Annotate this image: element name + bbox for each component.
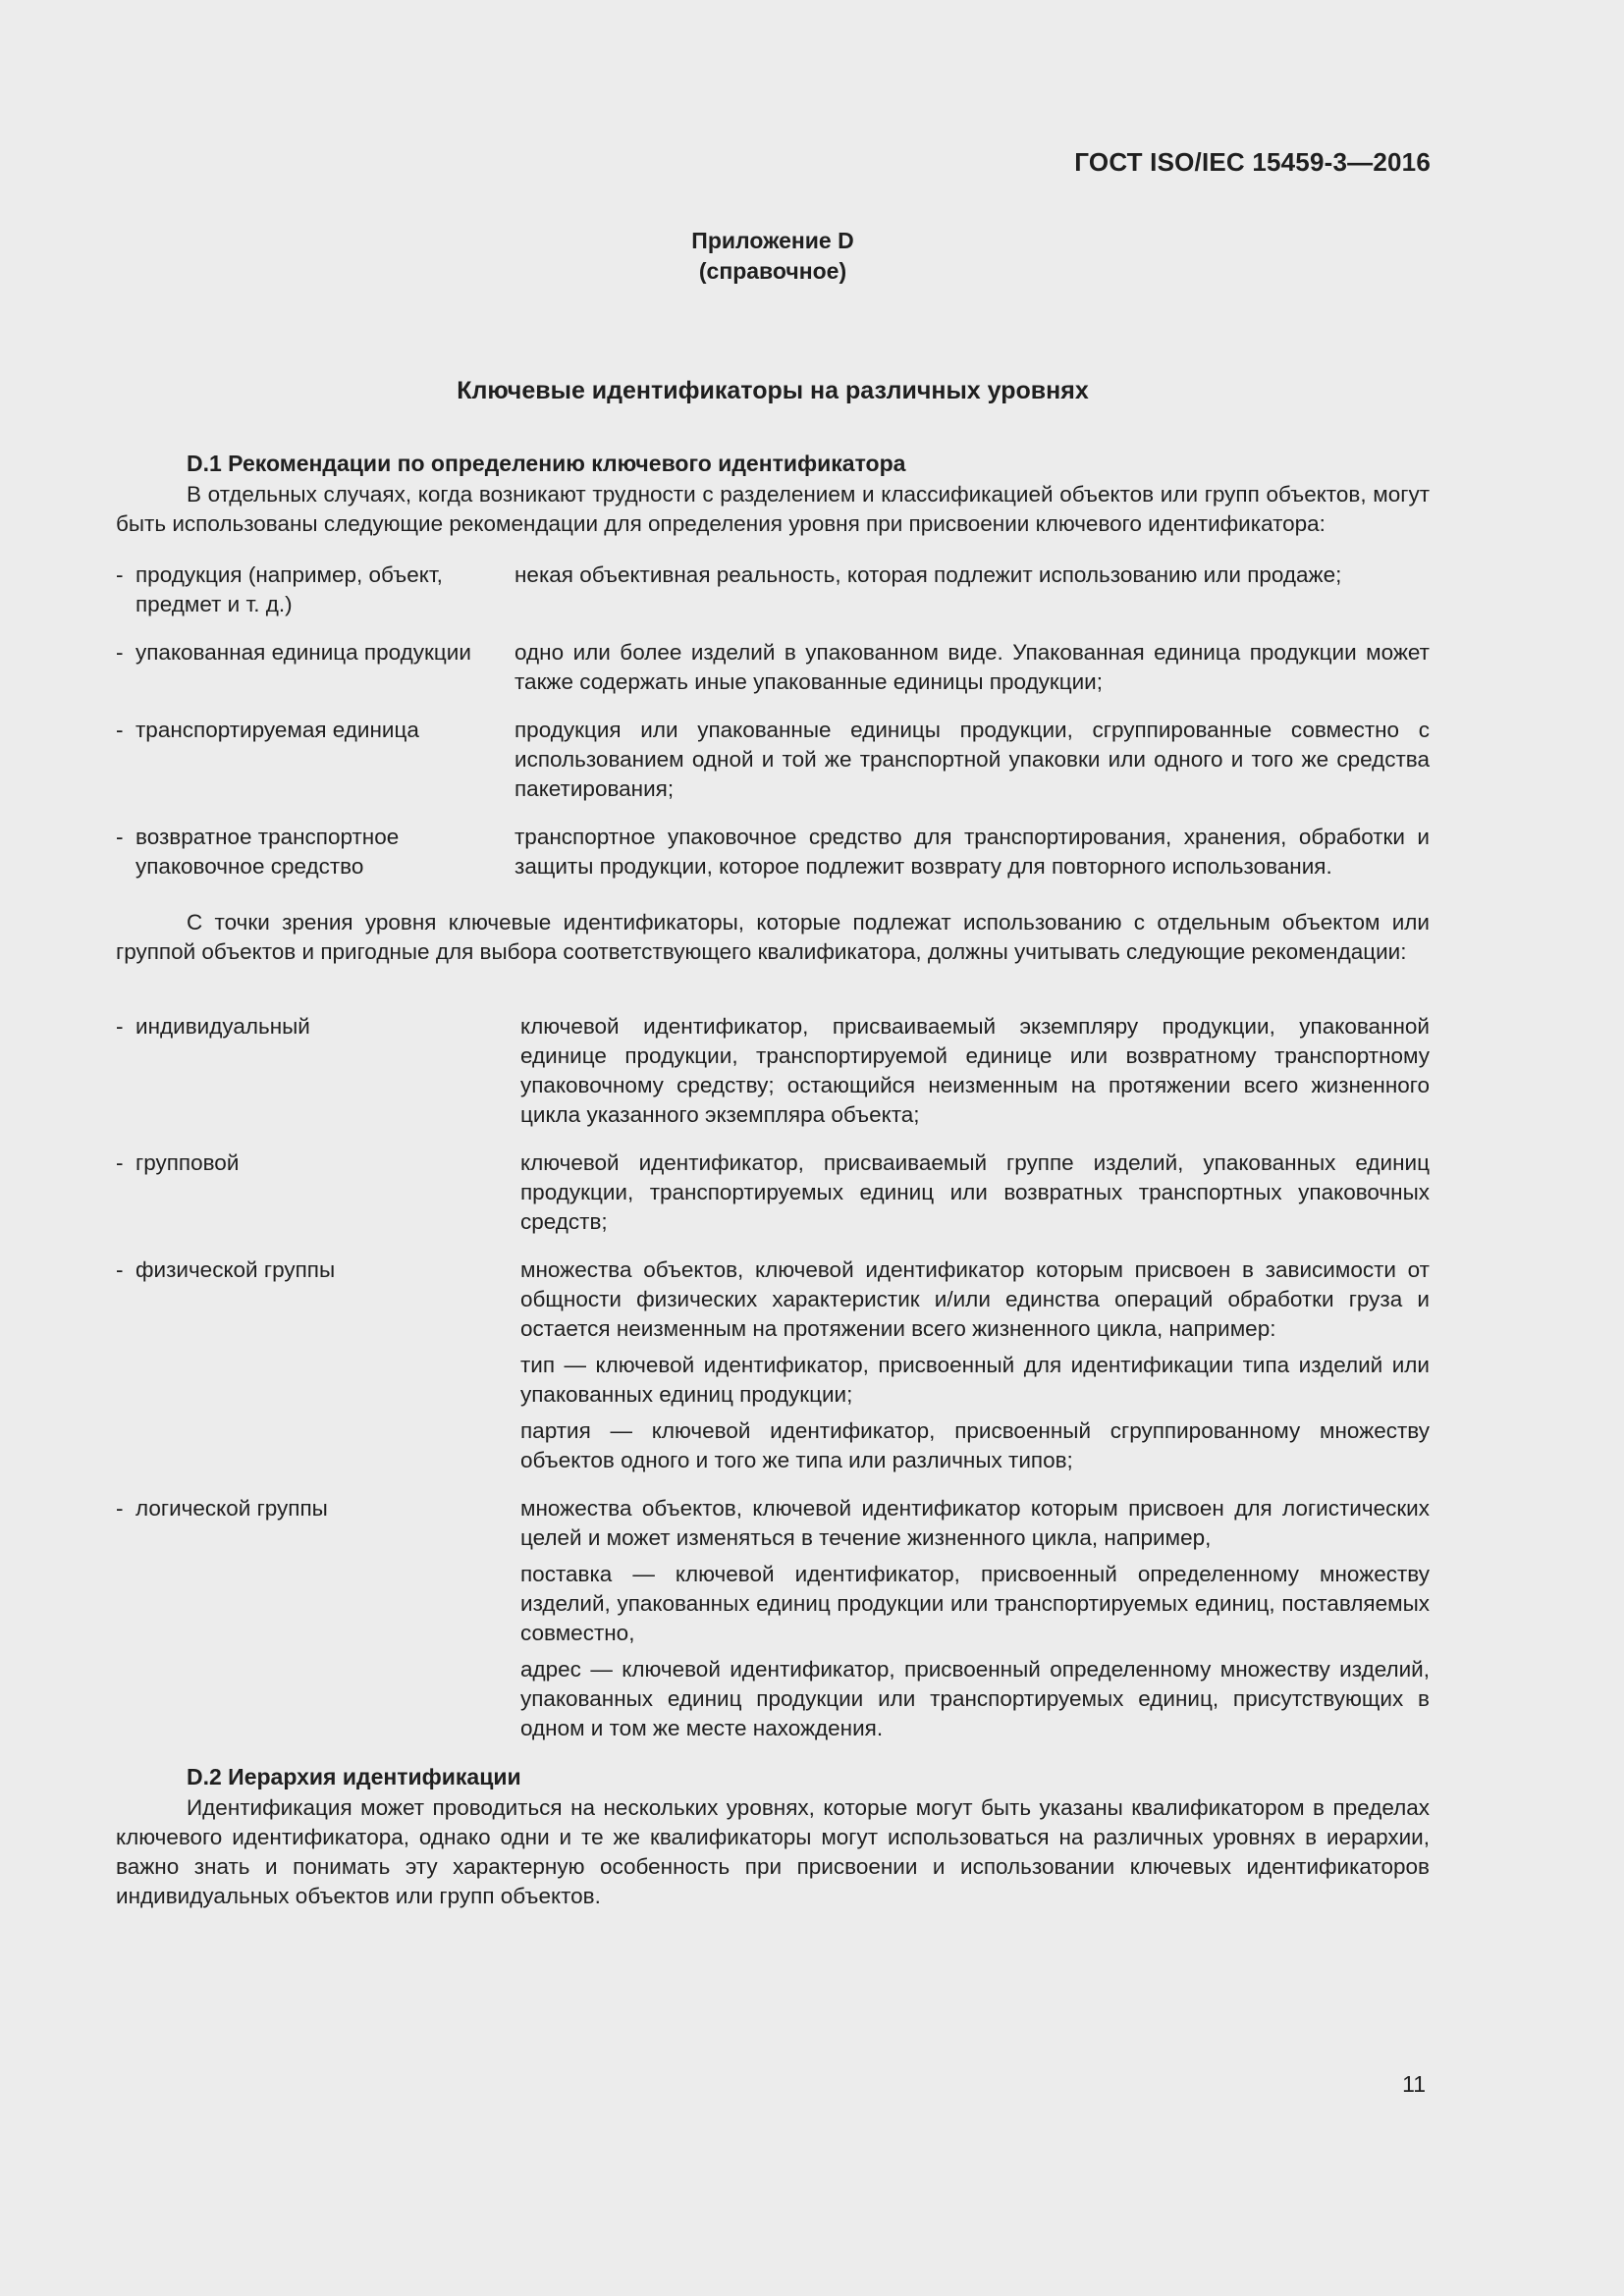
annex-subtitle: (справочное) [698, 258, 847, 284]
definition-list [116, 561, 1430, 881]
definition-item [116, 1494, 1430, 1743]
definition-term [116, 1148, 520, 1178]
document-code: ГОСТ ISO/IEC 15459-3—2016 [1074, 147, 1431, 177]
description-paragraph: партия — ключевой идентификатор, присвоенный сгруппированному множеству объектов одного и того же типа или различных типов; [520, 1418, 1430, 1472]
list-dash: - [116, 1257, 124, 1282]
definition-description [520, 1012, 1430, 1130]
annex-title: Приложение D [691, 228, 854, 253]
description-paragraph: адрес — ключевой идентификатор, присвоенный определенному множеству изделий, упакованных единиц продукции или транспортируемых единиц, присутствующих в одном и том же месте нахождения. [520, 1657, 1430, 1740]
definition-item [116, 716, 1430, 804]
definition-term [116, 1255, 520, 1285]
list-dash: - [116, 562, 124, 587]
term-text: физической группы [135, 1257, 336, 1282]
definition-item [116, 1148, 1430, 1237]
page-number: 11 [1402, 2071, 1426, 2097]
definition-description [520, 1494, 1430, 1743]
definition-item [116, 561, 1430, 619]
description-paragraph: продукция или упакованные единицы продукции, сгруппированные совместно с использованием одной и той же транспортной упаковки или одного и того же средства пакетирования; [514, 718, 1430, 801]
section-d1-intro: В отдельных случаях, когда возникают трудности с разделением и классификацией объектов или групп объектов, могут быть использованы следующие рекомендации для определения уровня при присвоении ключевого идентификатора: [116, 482, 1430, 536]
definition-description [520, 1255, 1430, 1475]
term-text: индивидуальный [135, 1014, 310, 1039]
document-body [116, 449, 1430, 1911]
annex-heading [0, 226, 1545, 287]
section-d2-body: Идентификация может проводиться на нескольких уровнях, которые могут быть указаны квалификатором в пределах ключевого идентификатора, однако одни и те же квалификаторы могут использоваться на различных уровнях в иерархии, важно знать и понимать эту характерную особенность при присвоении и использовании ключевых идентификаторов индивидуальных объектов или групп объектов. [116, 1795, 1430, 1908]
section-heading-d2: D.2 Иерархия идентификации [187, 1764, 521, 1789]
definition-item [116, 1255, 1430, 1475]
term-text: транспортируемая единица [135, 718, 419, 742]
description-paragraph: тип — ключевой идентификатор, присвоенный для идентификации типа изделий или упакованных единиц продукции; [520, 1353, 1430, 1407]
main-title: Ключевые идентификаторы на различных уровнях [457, 377, 1089, 404]
definition-description [514, 716, 1430, 804]
definition-term [116, 1012, 520, 1041]
description-paragraph: некая объективная реальность, которая подлежит использованию или продаже; [514, 562, 1342, 587]
levels-intro: С точки зрения уровня ключевые идентификаторы, которые подлежат использованию с отдельным объектом или группой объектов и пригодные для выбора соответствующего квалификатора, должны учитывать следующие рекомендации: [116, 910, 1430, 964]
definition-term [116, 716, 514, 745]
definition-term [116, 561, 514, 619]
list-dash: - [116, 640, 124, 665]
definition-description [514, 638, 1430, 697]
description-paragraph: множества объектов, ключевой идентификатор которым присвоен в зависимости от общности физических характеристик и/или единства операций обработки груза и остается неизменным на протяжении всего жизненного цикла, например: [520, 1257, 1430, 1341]
list-dash: - [116, 718, 124, 742]
list-dash: - [116, 1150, 124, 1175]
section-heading-d1: D.1 Рекомендации по определению ключевого идентификатора [187, 451, 906, 476]
description-paragraph: поставка — ключевой идентификатор, присвоенный определенному множеству изделий, упакованных единиц продукции или транспортируемых единиц, поставляемых совместно, [520, 1562, 1430, 1645]
definition-item [116, 638, 1430, 697]
definition-term [116, 823, 514, 881]
description-paragraph: ключевой идентификатор, присваиваемый группе изделий, упакованных единиц продукции, транспортируемых единиц или возвратных транспортных упаковочных средств; [520, 1150, 1430, 1234]
definition-description [514, 823, 1430, 881]
list-dash: - [116, 1014, 124, 1039]
term-text: упакованная единица продукции [135, 640, 471, 665]
description-paragraph: множества объектов, ключевой идентификатор которым присвоен для логистических целей и может изменяться в течение жизненного цикла, например, [520, 1496, 1430, 1550]
definition-term [116, 1494, 520, 1523]
definition-description [514, 561, 1430, 590]
term-text: продукция (например, объект, предмет и т. д.) [135, 562, 443, 616]
term-text: групповой [135, 1150, 240, 1175]
list-dash: - [116, 1496, 124, 1521]
term-text: логической группы [135, 1496, 328, 1521]
term-text: возвратное транспортное упаковочное средство [135, 825, 400, 879]
definition-item [116, 823, 1430, 881]
definition-description [520, 1148, 1430, 1237]
definition-item [116, 1012, 1430, 1130]
description-paragraph: ключевой идентификатор, присваиваемый экземпляру продукции, упакованной единице продукции, транспортируемой единице или возвратному транспортному упаковочному средству; остающийся неизменным на протяжении всего жизненного цикла указанного экземпляра объекта; [520, 1014, 1430, 1127]
list-dash: - [116, 825, 124, 849]
description-paragraph: транспортное упаковочное средство для транспортирования, хранения, обработки и защиты продукции, которое подлежит возврату для повторного использования. [514, 825, 1430, 879]
levels-list [116, 1012, 1430, 1743]
definition-term [116, 638, 514, 667]
description-paragraph: одно или более изделий в упакованном виде. Упакованная единица продукции может также содержать иные упакованные единицы продукции; [514, 640, 1430, 694]
